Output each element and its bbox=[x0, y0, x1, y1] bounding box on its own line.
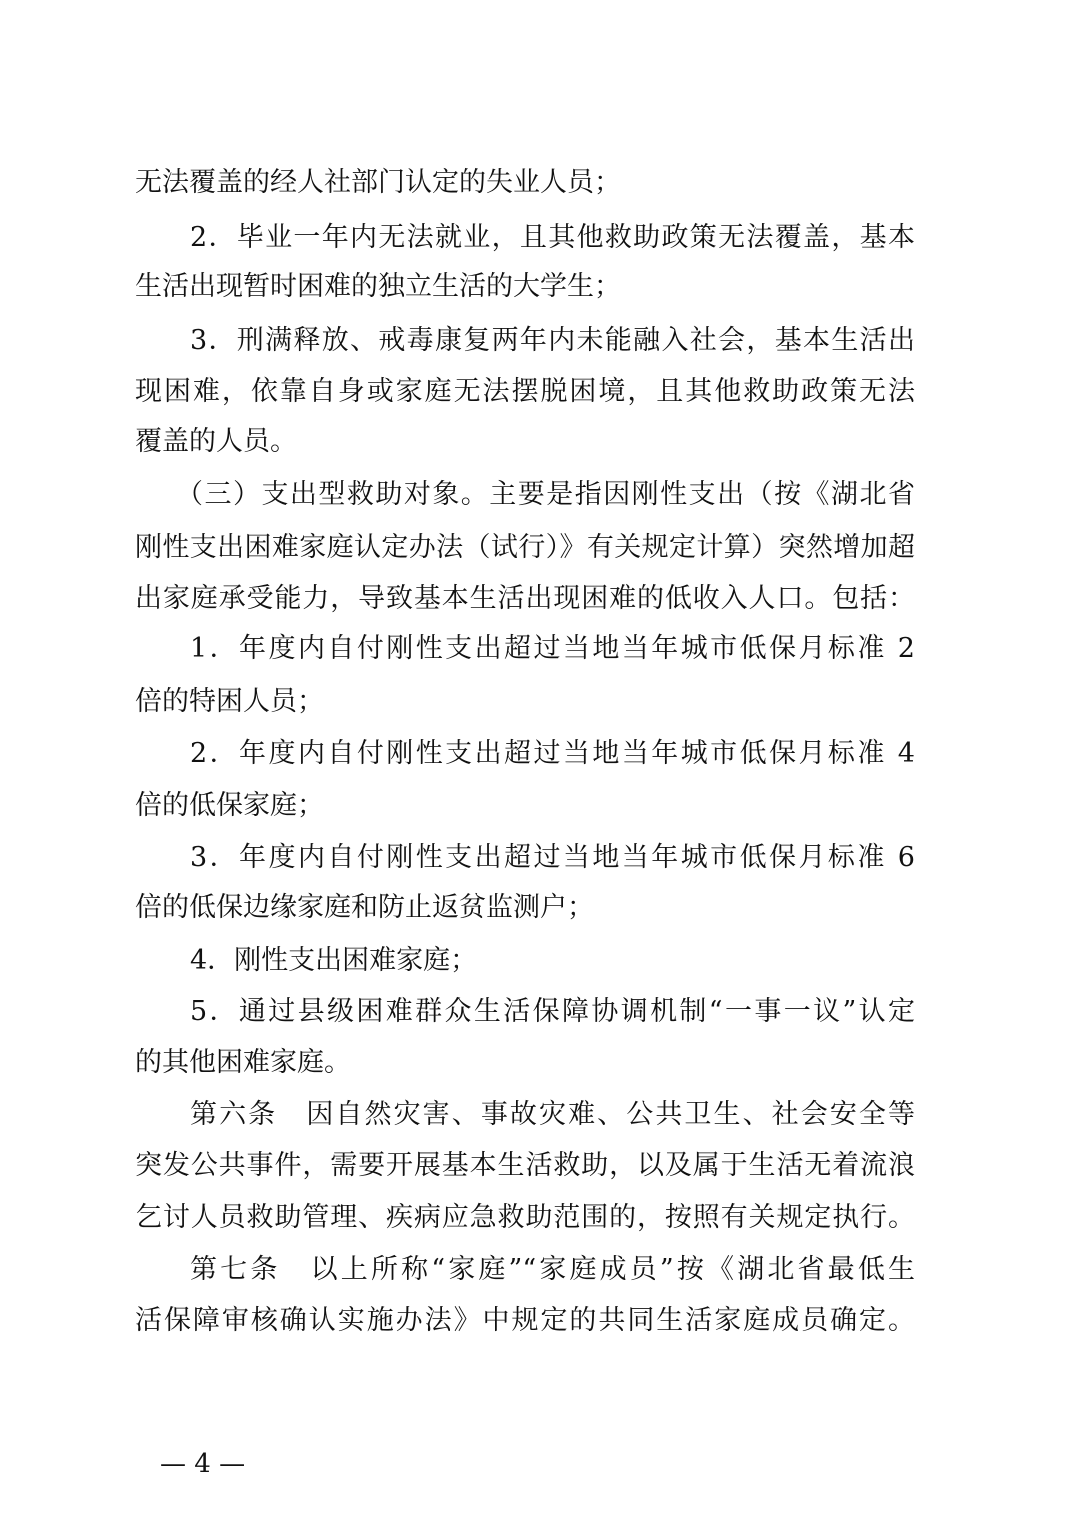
text-line-7: （三）支出型救助对象。主要是指因刚性支出（按《湖北省 bbox=[176, 479, 915, 510]
text-line-1: 无法覆盖的经人社部门认定的失业人员； bbox=[135, 167, 621, 198]
text-line-18: 的其他困难家庭。 bbox=[135, 1047, 351, 1078]
text-line-4: 3．刑满释放、戒毒康复两年内未能融入社会，基本生活出 bbox=[190, 325, 915, 356]
text-line-15: 倍的低保边缘家庭和防止返贫监测户； bbox=[135, 892, 594, 923]
page-number: — 4 — bbox=[160, 1449, 246, 1479]
text-line-20: 突发公共事件，需要开展基本生活救助，以及属于生活无着流浪 bbox=[135, 1150, 915, 1181]
text-line-6: 覆盖的人员。 bbox=[135, 426, 297, 457]
text-line-2: 2．毕业一年内无法就业，且其他救助政策无法覆盖，基本 bbox=[190, 222, 915, 253]
text-line-21: 乞讨人员救助管理、疾病应急救助范围的，按照有关规定执行。 bbox=[135, 1202, 915, 1233]
text-line-17: 5．通过县级困难群众生活保障协调机制“一事一议”认定 bbox=[190, 996, 915, 1027]
text-line-19: 第六条 因自然灾害、事故灾难、公共卫生、社会安全等 bbox=[190, 1099, 915, 1130]
text-line-9: 出家庭承受能力，导致基本生活出现困难的低收入人口。包括： bbox=[135, 583, 915, 614]
text-line-5: 现困难，依靠自身或家庭无法摆脱困境，且其他救助政策无法 bbox=[135, 376, 915, 407]
text-line-12: 2．年度内自付刚性支出超过当地当年城市低保月标准 4 bbox=[190, 738, 915, 769]
text-line-22: 第七条 以上所称“家庭”“家庭成员”按《湖北省最低生 bbox=[190, 1254, 915, 1285]
text-line-13: 倍的低保家庭； bbox=[135, 790, 324, 821]
text-line-3: 生活出现暂时困难的独立生活的大学生； bbox=[135, 271, 621, 302]
text-line-16: 4．刚性支出困难家庭； bbox=[190, 945, 478, 976]
text-line-8: 刚性支出困难家庭认定办法（试行）》有关规定计算）突然增加超 bbox=[135, 532, 915, 563]
text-line-14: 3．年度内自付刚性支出超过当地当年城市低保月标准 6 bbox=[190, 842, 915, 873]
text-line-11: 倍的特困人员； bbox=[135, 686, 324, 717]
text-line-23: 活保障审核确认实施办法》中规定的共同生活家庭成员确定。 bbox=[135, 1305, 915, 1336]
text-line-10: 1．年度内自付刚性支出超过当地当年城市低保月标准 2 bbox=[190, 633, 915, 664]
